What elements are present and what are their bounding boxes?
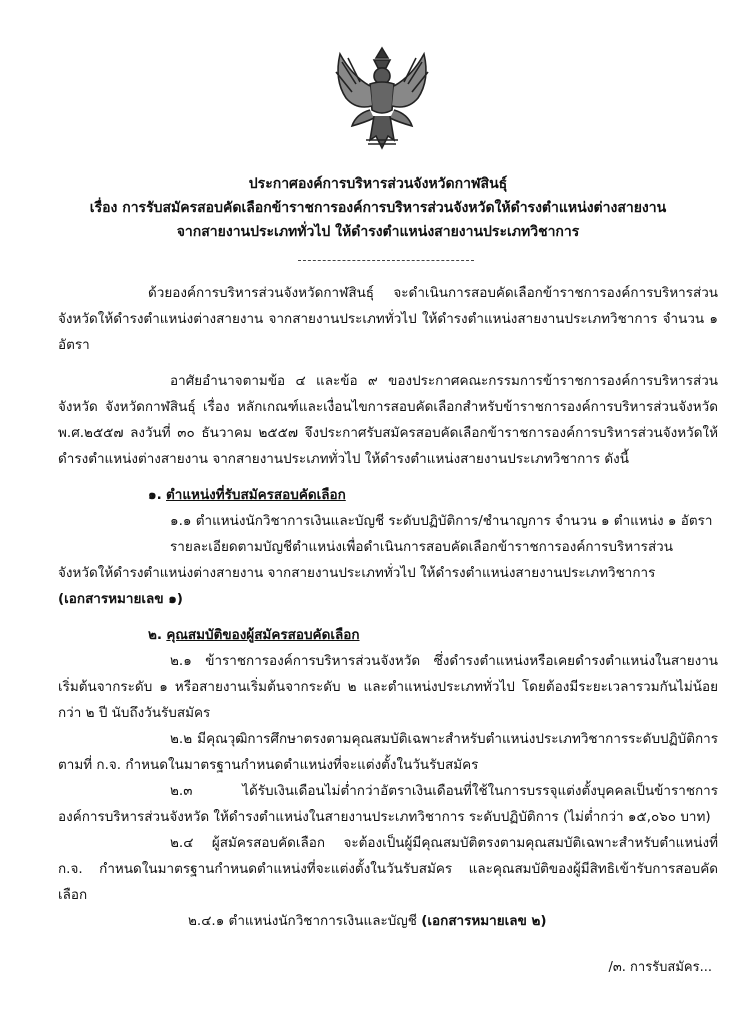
section-1-1-line-b: รายละเอียดตามบัญชีตำแหน่งเพื่อดำเนินการสอบคัดเลือกข้าราชการองค์การบริหารส่วน [170,539,673,555]
section-2-2: ๒.๒ มีคุณวุฒิการศึกษาตรงตามคุณสมบัติเฉพาะสำหรับตำแหน่งประเภทวิชาการระดับปฏิบัติการ ตามที่ ก.จ. กำหนดในมาตรฐานกำหนดตำแหน่งที่จะแต่งตั้งในวันรับสมัคร [58,731,718,773]
section-1-1-line-c: จังหวัดให้ดำรงตำแหน่งต่างสายงาน จากสายงานประเภททั่วไป ให้ดำรงตำแหน่งสายงานประเภทวิชาการ [58,565,656,581]
section-2-4: ๒.๔ ผู้สมัครสอบคัดเลือก จะต้องเป็นผู้มีคุณสมบัติตรงตามคุณสมบัติเฉพาะสำหรับตำแหน่งที่ ก.จ. กำหนดในมาตรฐานกำหนดตำแหน่งที่จะแต่งตั้งในวันรับสมัคร และคุณสมบัติของผู้มีสิทธิเข้ารับการสอบคัดเลือก [58,835,718,903]
section-2-4-1-text: ๒.๔.๑ ตำแหน่งนักวิชาการเงินและบัญชี [188,913,417,929]
section-1-1-line-a: ๑.๑ ตำแหน่งนักวิชาการเงินและบัญชี ระดับปฏิบัติการ/ชำนาญการ จำนวน ๑ ตำแหน่ง ๑ อัตรา [170,513,713,529]
section-1-title: ตำแหน่งที่รับสมัครสอบคัดเลือก [166,487,346,503]
garuda-emblem-icon [326,40,438,158]
announcement-title: ประกาศองค์การบริหารส่วนจังหวัดกาฬสินธุ์ [248,176,508,192]
continued-marker: /๓. การรับสมัคร... [608,960,712,975]
section-2-title: คุณสมบัติของผู้สมัครสอบคัดเลือก [166,627,360,643]
document-reference-1: (เอกสารหมายเลข ๑) [58,591,183,607]
authority-paragraph: อาศัยอำนาจตามข้อ ๔ และข้อ ๙ ของประกาศคณะกรรมการข้าราชการองค์การบริหารส่วนจังหวัด จังหวัดกาฬสินธุ์ เรื่อง หลักเกณฑ์และเงื่อนไขการสอบคัดเลือกสำหรับข้าราชการองค์การบริหารส่วนจังหวัด พ.ศ.๒๕๕๗ ลงวันที่ ๓๐ ธันวาคม ๒๕๕๗ จึงประกาศรับสมัครสอบคัดเลือกข้าราชการองค์การบริหารส่วนจังหวัดให้ดำรงตำแหน่งต่างสายงาน จากสายงานประเภททั่วไป ให้ดำรงตำแหน่งสายงานประเภทวิชาการ ดังนี้ [58,373,718,467]
intro-paragraph: ด้วยองค์การบริหารส่วนจังหวัดกาฬสินธุ์ จะดำเนินการสอบคัดเลือกข้าราชการองค์การบริหารส่วนจังหวัดให้ดำรงตำแหน่งต่างสายงาน จากสายงานประเภททั่วไป ให้ดำรงตำแหน่งสายงานประเภทวิชาการ จำนวน ๑ อัตรา [58,285,718,353]
subject-line-1: เรื่อง การรับสมัครสอบคัดเลือกข้าราชการองค์การบริหารส่วนจังหวัดให้ดำรงตำแหน่งต่างสายงาน [89,200,667,216]
section-2-number: ๒. [148,627,163,643]
subject-line-2: จากสายงานประเภททั่วไป ให้ดำรงตำแหน่งสายงานประเภทวิชาการ [176,224,580,240]
announcement-body [58,280,718,934]
section-2-heading [58,622,718,648]
divider [298,260,474,261]
section-1-heading [58,482,718,508]
section-1-number: ๑. [148,487,162,503]
document-reference-2: (เอกสารหมายเลข ๒) [421,913,547,929]
section-2-4-1 [58,908,718,934]
section-2-1: ๒.๑ ข้าราชการองค์การบริหารส่วนจังหวัด ซึ่งดำรงตำแหน่งหรือเคยดำรงตำแหน่งในสายงานเริ่มต้นจากระดับ ๑ หรือสายงานเริ่มต้นจากระดับ ๒ และตำแหน่งประเภททั่วไป โดยต้องมีระยะเวลารวมกันไม่น้อยกว่า ๒ ปี นับถึงวันรับสมัคร [58,653,718,721]
section-2-3: ๒.๓ ได้รับเงินเดือนไม่ต่ำกว่าอัตราเงินเดือนที่ใช้ในการบรรจุแต่งตั้งบุคคลเป็นข้าราชการองค์การบริหารส่วนจังหวัด ให้ดำรงตำแหน่งในสายงานประเภทวิชาการ ระดับปฏิบัติการ (ไม่ต่ำกว่า ๑๕,๐๖๐ บาท) [58,783,718,825]
